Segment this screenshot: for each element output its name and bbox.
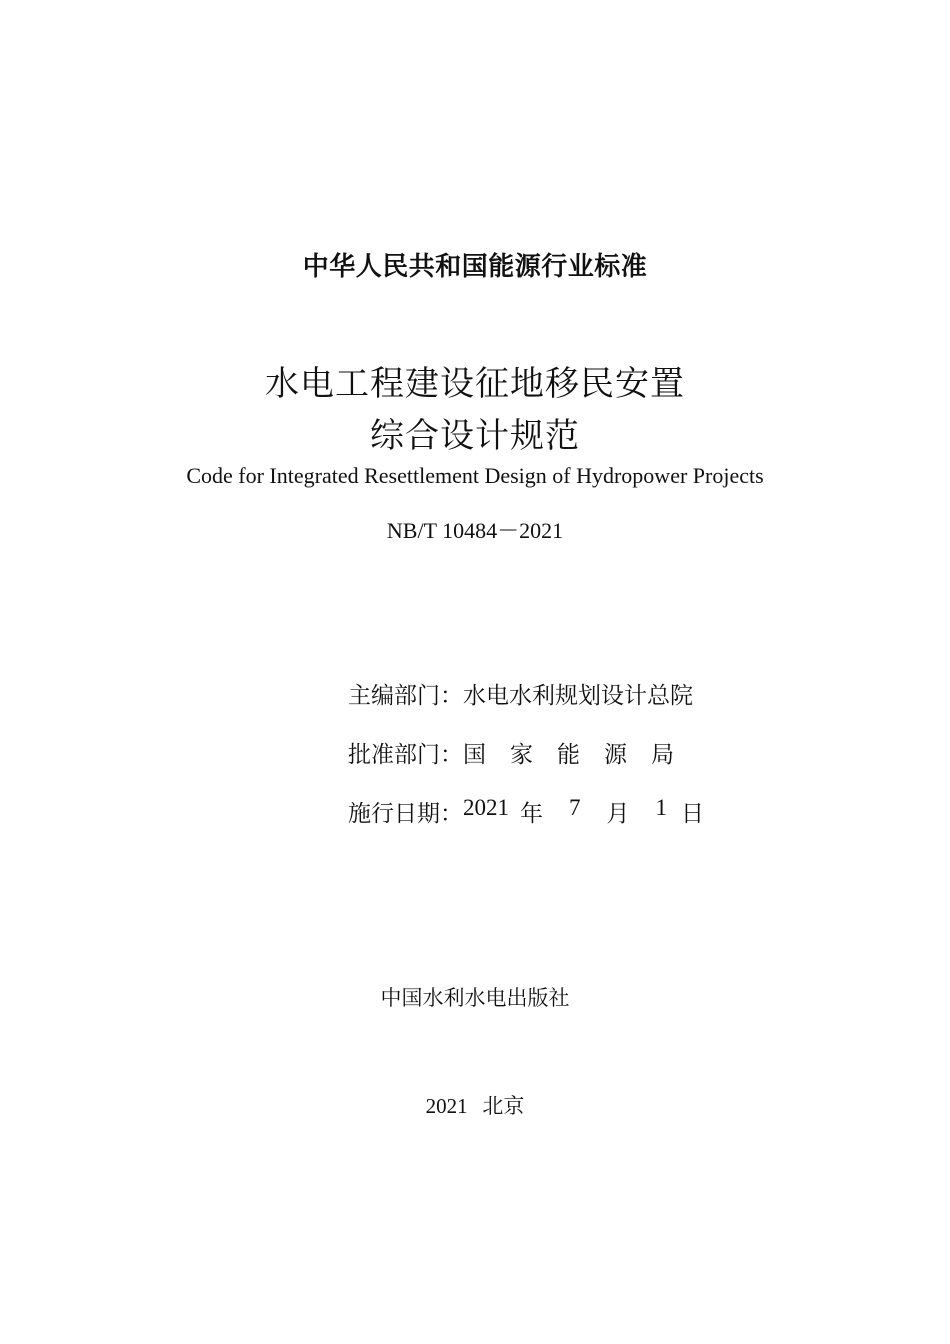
effective-date-label: 施行日期： xyxy=(348,801,463,827)
publication-place-year xyxy=(0,1090,950,1120)
effective-year: 2021 xyxy=(463,795,509,820)
month-unit: 月 xyxy=(606,801,630,826)
title-en: Code for Integrated Resettlement Design of Hydropower Projects xyxy=(186,463,764,488)
year-unit: 年 xyxy=(520,801,543,826)
editor-row xyxy=(348,664,704,723)
effective-date xyxy=(463,795,704,828)
publisher: 中国水利水电出版社 xyxy=(380,986,570,1010)
editor-value: 水电水利规划设计总院 xyxy=(463,683,693,709)
title-cn-line1: 水电工程建设征地移民安置 xyxy=(265,364,685,404)
effective-date-row xyxy=(348,782,704,841)
editor-label: 主编部门： xyxy=(348,683,463,709)
title-cn-line2: 综合设计规范 xyxy=(370,416,580,456)
publication-year: 2021 xyxy=(425,1094,468,1118)
day-unit: 日 xyxy=(681,801,704,826)
effective-day: 1 xyxy=(655,795,667,820)
approver-row xyxy=(348,723,704,782)
approver-value: 国家能源局 xyxy=(463,742,698,768)
standard-category: 中华人民共和国能源行业标准 xyxy=(302,252,648,282)
approver-label: 批准部门： xyxy=(348,742,463,768)
info-block xyxy=(348,664,704,841)
standard-number: NB/T 10484－2021 xyxy=(386,518,564,543)
publication-city: 北京 xyxy=(482,1094,525,1118)
effective-month: 7 xyxy=(569,795,581,820)
